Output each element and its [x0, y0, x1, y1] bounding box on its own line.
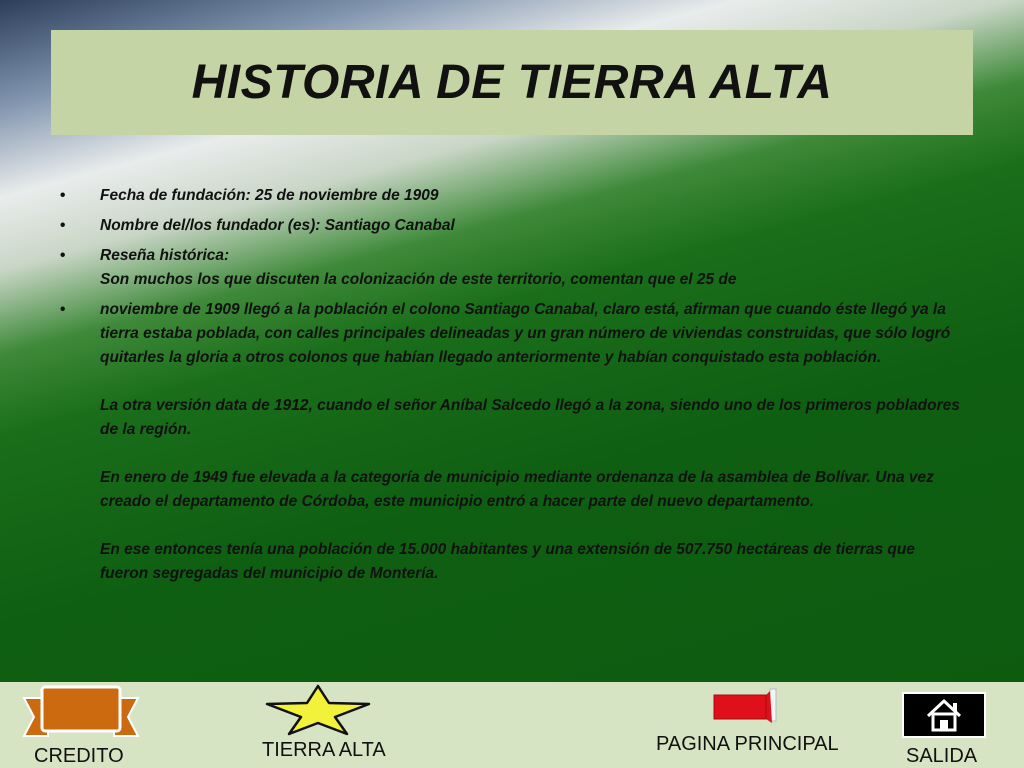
bullet-dot: •: [60, 217, 66, 234]
history-heading: Reseña histórica:: [100, 247, 230, 264]
home-icon: [902, 692, 986, 738]
history-paragraph: noviembre de 1909 llegó a la población el colono Santiago Canabal, claro está, afirman que cuando éste llegó ya la tierra estaba poblada, con calles principales delineadas y un gran número de viviendas construidas, que sólo logró quitarles la gloria a otros colonos que habían llegado anteriormente y habían conquistado esta población.: [100, 301, 951, 366]
history-paragraph: En ese entonces tenía una población de 15.000 habitantes y una extensión de 507.750 hectáreas de tierras que fueron segregadas del municipio de Montería.: [100, 541, 915, 582]
history-intro-text: Son muchos los que discuten la colonización de este territorio, comentan que el 25 de: [100, 271, 737, 288]
bottom-nav-bar: [0, 682, 1024, 768]
bullet-item: [60, 214, 965, 238]
tierra-alta-label: TIERRA ALTA: [262, 739, 386, 761]
bullet-dot: •: [60, 301, 66, 318]
pagina-principal-label: PAGINA PRINCIPAL: [656, 733, 839, 755]
history-intro: [100, 244, 965, 292]
salida-button[interactable]: [900, 692, 990, 768]
pagina-principal-button[interactable]: [654, 684, 854, 768]
page-title: HISTORIA DE TIERRA ALTA: [191, 56, 833, 109]
bullet-item: [60, 244, 965, 292]
founding-date-text: Fecha de fundación: 25 de noviembre de 1909: [100, 187, 439, 204]
title-box: [51, 30, 973, 135]
red-pennant-icon: [710, 687, 782, 729]
star-icon: [263, 684, 373, 736]
ribbon-banner-icon: [22, 684, 140, 742]
bullet-item: [60, 298, 965, 586]
history-body: [100, 298, 965, 586]
bullet-item: [60, 184, 965, 208]
credito-button[interactable]: [22, 684, 142, 768]
founder-text: Nombre del/los fundador (es): Santiago Canabal: [100, 217, 455, 234]
bullet-dot: •: [60, 247, 66, 264]
history-paragraph: La otra versión data de 1912, cuando el señor Aníbal Salcedo llegó a la zona, siendo uno de los primeros pobladores de la región.: [100, 397, 960, 438]
bullet-dot: •: [60, 187, 66, 204]
credito-label: CREDITO: [34, 745, 124, 767]
history-paragraph: En enero de 1949 fue elevada a la categoría de municipio mediante ordenanza de la asamblea de Bolívar. Una vez creado el departamento de Córdoba, este municipio entró a hacer parte del nuevo departamento.: [100, 469, 934, 510]
tierra-alta-button[interactable]: [258, 684, 398, 768]
content-body: [60, 184, 965, 592]
salida-label: SALIDA: [906, 745, 978, 767]
